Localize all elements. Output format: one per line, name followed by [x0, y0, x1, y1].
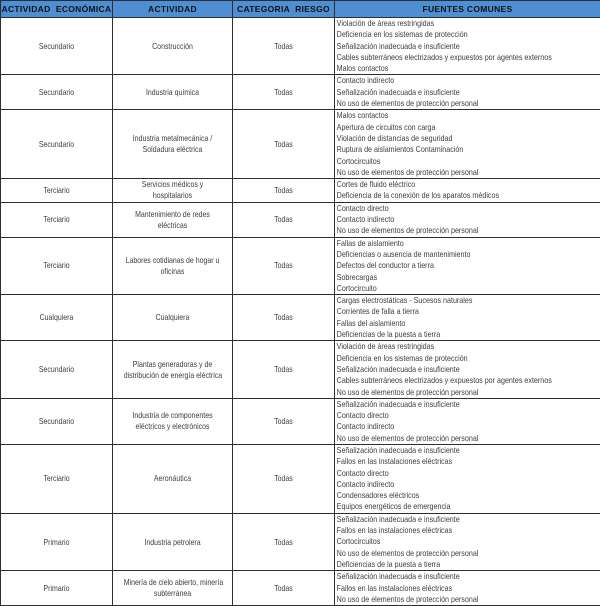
- source-item: Violación de áreas restringidas: [335, 18, 558, 29]
- activity-line: Construcción: [124, 41, 222, 52]
- cell-economic-activity: [1, 341, 113, 398]
- cell-economic-activity: [1, 513, 113, 570]
- source-item: Condensadores eléctricos: [335, 490, 558, 501]
- activity-line: Soldadura eléctrica: [124, 144, 222, 155]
- cell-risk-category: [233, 18, 335, 75]
- cell-economic-activity: [1, 202, 113, 237]
- source-item: Sobrecargas: [335, 272, 558, 283]
- cell-activity: [113, 398, 233, 444]
- source-item: Cortes de fluido eléctrico: [335, 179, 558, 190]
- source-item: Contacto indirecto: [335, 75, 558, 86]
- source-item: Fallos en las instalaciones eléctricas: [335, 456, 558, 467]
- risk-category-text: Todas: [242, 41, 325, 52]
- table-row: [1, 75, 600, 110]
- risk-category-text: Todas: [242, 364, 325, 375]
- cell-activity: [113, 18, 233, 75]
- cell-economic-activity: [1, 444, 113, 513]
- cell-economic-activity: [1, 398, 113, 444]
- table-row: [1, 341, 600, 398]
- table-row: [1, 295, 600, 341]
- source-item: Cortocircuito: [335, 283, 558, 294]
- risk-category-text: Todas: [242, 260, 325, 271]
- cell-economic-activity: [1, 110, 113, 179]
- activity-line: distribución de energía eléctrica: [124, 370, 222, 381]
- cell-common-sources: [335, 341, 600, 398]
- source-item: Defectos del conductor a tierra: [335, 260, 558, 271]
- cell-risk-category: [233, 295, 335, 341]
- column-header-categoria-riesgo: CATEGORIA RIESGO: [233, 1, 335, 18]
- source-item: Violación de áreas restringidas: [335, 341, 558, 352]
- source-item: No uso de elementos de protección personal: [335, 548, 558, 559]
- activity-line: hospitalarios: [124, 190, 222, 201]
- source-item: Deficiencias de la puesta a tierra: [335, 559, 558, 570]
- source-item: Deficiencia en los sistemas de protección: [335, 353, 558, 364]
- source-item: Señalización inadecuada e insuficiente: [335, 571, 558, 582]
- table-row: [1, 179, 600, 203]
- activity-line: Industria petrolera: [124, 537, 222, 548]
- activity-line: oficinas: [124, 266, 222, 277]
- source-item: Cables subterráneos electrizados y expuestos por agentes externos: [335, 52, 558, 63]
- cell-activity: [113, 444, 233, 513]
- cell-common-sources: [335, 571, 600, 606]
- cell-activity: [113, 110, 233, 179]
- source-item: Contacto directo: [335, 203, 558, 214]
- activity-line: Aeronáutica: [124, 473, 222, 484]
- cell-common-sources: [335, 237, 600, 294]
- source-item: Corrientes de falla a tierra: [335, 306, 558, 317]
- activity-line: Minería de cielo abierto, minería: [124, 577, 222, 588]
- cell-common-sources: [335, 18, 600, 75]
- activity-line: eléctricas: [124, 220, 222, 231]
- risk-category-text: Todas: [242, 87, 325, 98]
- cell-common-sources: [335, 398, 600, 444]
- cell-risk-category: [233, 237, 335, 294]
- source-item: Señalización inadecuada e insuficiente: [335, 364, 558, 375]
- source-item: No uso de elementos de protección personal: [335, 98, 558, 109]
- economic-activity-text: Secundario: [11, 416, 102, 427]
- source-item: Cortocircuitos: [335, 536, 558, 547]
- cell-activity: [113, 571, 233, 606]
- activity-line: Servicios médicos y: [124, 179, 222, 190]
- risk-category-text: Todas: [242, 473, 325, 484]
- source-item: Apertura de circuitos con carga: [335, 122, 558, 133]
- cell-activity: [113, 341, 233, 398]
- cell-activity: [113, 513, 233, 570]
- source-item: No uso de elementos de protección personal: [335, 167, 558, 178]
- column-header-actividad-economica: ACTIVIDAD ECONÓMICA: [1, 1, 113, 18]
- activity-line: eléctricos y electrónicos: [124, 421, 222, 432]
- source-item: Cables subterráneos electrizados y expuestos por agentes externos: [335, 375, 558, 386]
- cell-risk-category: [233, 398, 335, 444]
- activity-line: Plantas generadoras y de: [124, 359, 222, 370]
- cell-common-sources: [335, 179, 600, 203]
- activity-line: Cualquiera: [124, 312, 222, 323]
- cell-activity: [113, 295, 233, 341]
- table-row: [1, 398, 600, 444]
- activity-line: Labores cotidianas de hogar u: [124, 255, 222, 266]
- risk-category-text: Todas: [242, 214, 325, 225]
- activity-line: Mantenimiento de redes: [124, 209, 222, 220]
- risk-category-text: Todas: [242, 185, 325, 196]
- source-item: Cargas electrostáticas - Sucesos naturales: [335, 295, 558, 306]
- header-row: [1, 1, 600, 18]
- source-item: No uso de elementos de protección personal: [335, 225, 558, 236]
- table-row: [1, 18, 600, 75]
- cell-risk-category: [233, 513, 335, 570]
- cell-risk-category: [233, 110, 335, 179]
- table-header: [1, 1, 600, 18]
- cell-economic-activity: [1, 179, 113, 203]
- cell-economic-activity: [1, 571, 113, 606]
- risk-category-text: Todas: [242, 537, 325, 548]
- source-item: Deficiencias de la puesta a tierra: [335, 329, 558, 340]
- cell-activity: [113, 202, 233, 237]
- source-item: Cortocircuitos: [335, 156, 558, 167]
- cell-common-sources: [335, 513, 600, 570]
- source-item: Fallas de aislamiento: [335, 238, 558, 249]
- source-item: Señalización inadecuada e insuficiente: [335, 41, 558, 52]
- cell-common-sources: [335, 444, 600, 513]
- table-body: [1, 18, 600, 606]
- activity-line: subterránea: [124, 588, 222, 599]
- cell-risk-category: [233, 202, 335, 237]
- activity-line: Industria de componentes: [124, 410, 222, 421]
- cell-risk-category: [233, 444, 335, 513]
- source-item: Fallas del aislamiento: [335, 318, 558, 329]
- source-item: Malos contactos: [335, 110, 558, 121]
- economic-activity-text: Terciario: [11, 185, 102, 196]
- source-item: Fallos en las instalaciones eléctricas: [335, 525, 558, 536]
- table-row: [1, 444, 600, 513]
- source-item: Equipos energéticos de emergencia: [335, 501, 558, 512]
- source-item: Contacto directo: [335, 410, 558, 421]
- source-item: Señalización inadecuada e insuficiente: [335, 399, 558, 410]
- activity-line: Industria química: [124, 87, 222, 98]
- column-header-actividad: ACTIVIDAD: [113, 1, 233, 18]
- source-item: No uso de elementos de protección personal: [335, 433, 558, 444]
- source-item: Contacto indirecto: [335, 421, 558, 432]
- cell-activity: [113, 75, 233, 110]
- cell-economic-activity: [1, 18, 113, 75]
- cell-economic-activity: [1, 75, 113, 110]
- risk-category-text: Todas: [242, 312, 325, 323]
- source-item: Deficiencia en los sistemas de protección: [335, 29, 558, 40]
- cell-risk-category: [233, 75, 335, 110]
- economic-activity-text: Secundario: [11, 364, 102, 375]
- source-item: Deficiencia de la conexión de los aparatos médicos: [335, 190, 558, 201]
- table-row: [1, 513, 600, 570]
- economic-activity-text: Secundario: [11, 139, 102, 150]
- source-item: Contacto directo: [335, 468, 558, 479]
- economic-activity-text: Secundario: [11, 87, 102, 98]
- cell-common-sources: [335, 202, 600, 237]
- risk-category-text: Todas: [242, 139, 325, 150]
- cell-risk-category: [233, 341, 335, 398]
- source-item: Contacto indirecto: [335, 479, 558, 490]
- risk-category-text: Todas: [242, 583, 325, 594]
- source-item: Deficiencias o ausencia de mantenimiento: [335, 249, 558, 260]
- economic-activity-text: Primario: [11, 583, 102, 594]
- cell-risk-category: [233, 179, 335, 203]
- source-item: No uso de elementos de protección personal: [335, 594, 558, 605]
- source-item: Fallos en las instalaciones eléctricas: [335, 583, 558, 594]
- source-item: Contacto indirecto: [335, 214, 558, 225]
- source-item: Malos contactos: [335, 63, 558, 74]
- cell-economic-activity: [1, 237, 113, 294]
- source-item: Señalización inadecuada e insuficiente: [335, 514, 558, 525]
- source-item: Señalización inadecuada e insuficiente: [335, 87, 558, 98]
- economic-activity-text: Cualquiera: [11, 312, 102, 323]
- cell-common-sources: [335, 75, 600, 110]
- column-header-fuentes-comunes: FUENTES COMUNES: [335, 1, 600, 18]
- economic-activity-text: Primario: [11, 537, 102, 548]
- table-row: [1, 571, 600, 606]
- economic-activity-text: Secundario: [11, 41, 102, 52]
- cell-common-sources: [335, 110, 600, 179]
- source-item: No uso de elementos de protección personal: [335, 387, 558, 398]
- source-item: Ruptura de aislamientos Contaminación: [335, 144, 558, 155]
- table-row: [1, 237, 600, 294]
- cell-economic-activity: [1, 295, 113, 341]
- source-item: Señalización inadecuada e insuficiente: [335, 445, 558, 456]
- source-item: Violación de distancias de seguridad: [335, 133, 558, 144]
- cell-risk-category: [233, 571, 335, 606]
- table-row: [1, 202, 600, 237]
- economic-activity-text: Terciario: [11, 214, 102, 225]
- economic-activity-text: Terciario: [11, 473, 102, 484]
- cell-common-sources: [335, 295, 600, 341]
- cell-activity: [113, 179, 233, 203]
- risk-category-text: Todas: [242, 416, 325, 427]
- economic-activity-text: Terciario: [11, 260, 102, 271]
- table-row: [1, 110, 600, 179]
- activity-line: Industria metalmecánica /: [124, 133, 222, 144]
- cell-activity: [113, 237, 233, 294]
